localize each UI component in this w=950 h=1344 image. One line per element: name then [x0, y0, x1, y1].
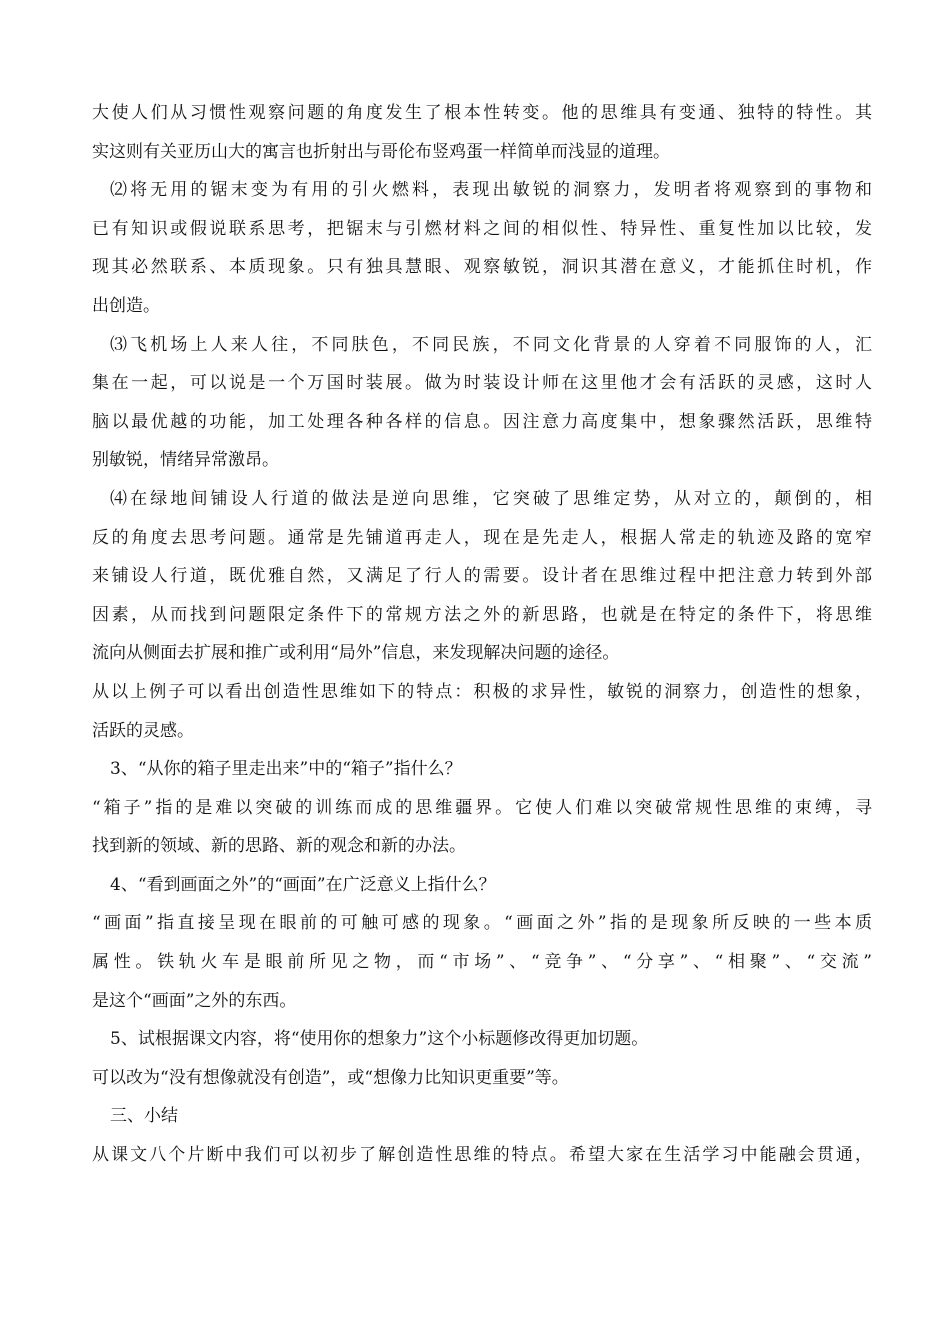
- text-line: 实这则有关亚历山大的寓言也折射出与哥伦布竖鸡蛋一样简单而浅显的道理。: [92, 141, 670, 162]
- text-line: “画面”指直接呈现在眼前的可触可感的现象。“画面之外”指的是现象所反映的一些本质: [92, 913, 872, 934]
- text-line: 因素，从而找到问题限定条件下的常规方法之外的新思路，也就是在特定的条件下，将思维: [92, 604, 872, 625]
- text-line: 5、试根据课文内容，将“使用你的想象力”这个小标题修改得更加切题。: [110, 1029, 649, 1050]
- text-line: 是这个“画面”之外的东西。: [92, 990, 297, 1011]
- text-line: ⑶飞机场上人来人往，不同肤色，不同民族，不同文化背景的人穿着不同服饰的人，汇: [110, 334, 872, 355]
- text-line: 从以上例子可以看出创造性思维如下的特点：积极的求异性，敏锐的洞察力，创造性的想象，: [92, 681, 872, 702]
- text-line: 属性。铁轨火车是眼前所见之物，而“市场”、“竞争”、“分享”、“相聚”、“交流”: [92, 952, 872, 973]
- text-line: 4、“看到画面之外”的“画面”在广泛意义上指什么？: [110, 874, 496, 895]
- document-body: [92, 94, 872, 1175]
- text-line: 可以改为“没有想像就没有创造”，或“想像力比知识更重要”等。: [92, 1067, 569, 1088]
- text-line: 从课文八个片断中我们可以初步了解创造性思维的特点。希望大家在生活学习中能融会贯通，: [92, 1145, 872, 1166]
- text-line: 反的角度去思考问题。通常是先铺道再走人，现在是先走人，根据人常走的轨迹及路的宽窄: [92, 527, 872, 548]
- text-line: 来铺设人行道，既优雅自然，又满足了行人的需要。设计者在思维过程中把注意力转到外部: [92, 566, 872, 587]
- text-line: 大使人们从习惯性观察问题的角度发生了根本性转变。他的思维具有变通、独特的特性。其: [92, 103, 872, 123]
- text-line: 出创造。: [92, 295, 160, 316]
- text-line: 3、“从你的箱子里走出来”中的“箱子”指什么？: [110, 759, 462, 780]
- text-line: 三、小结: [110, 1106, 178, 1127]
- text-line: 流向从侧面去扩展和推广或利用“局外”信息，来发现解决问题的途径。: [92, 643, 620, 664]
- text-line: 集在一起，可以说是一个万国时装展。做为时装设计师在这里他才会有活跃的灵感，这时人: [92, 373, 872, 394]
- text-line: ⑵将无用的锯末变为有用的引火燃料，表现出敏锐的洞察力，发明者将观察到的事物和: [110, 180, 872, 201]
- text-line: 找到新的领域、新的思路、新的观念和新的办法。: [92, 836, 466, 857]
- text-line: “箱子”指的是难以突破的训练而成的思维疆界。它使人们难以突破常规性思维的束缚，寻: [92, 797, 872, 818]
- text-line: 现其必然联系、本质现象。只有独具慧眼、观察敏锐，洞识其潜在意义，才能抓住时机，作: [92, 257, 872, 278]
- text-line: 已有知识或假说联系思考，把锯末与引燃材料之间的相似性、特异性、重复性加以比较，发: [92, 218, 872, 239]
- text-line: 脑以最优越的功能，加工处理各种各样的信息。因注意力高度集中，想象骤然活跃，思维特: [92, 411, 872, 432]
- text-line: 别敏锐，情绪异常激昂。: [92, 450, 279, 471]
- text-line: ⑷在绿地间铺设人行道的做法是逆向思维，它突破了思维定势，从对立的，颠倒的，相: [110, 488, 872, 509]
- text-line: 活跃的灵感。: [92, 720, 194, 741]
